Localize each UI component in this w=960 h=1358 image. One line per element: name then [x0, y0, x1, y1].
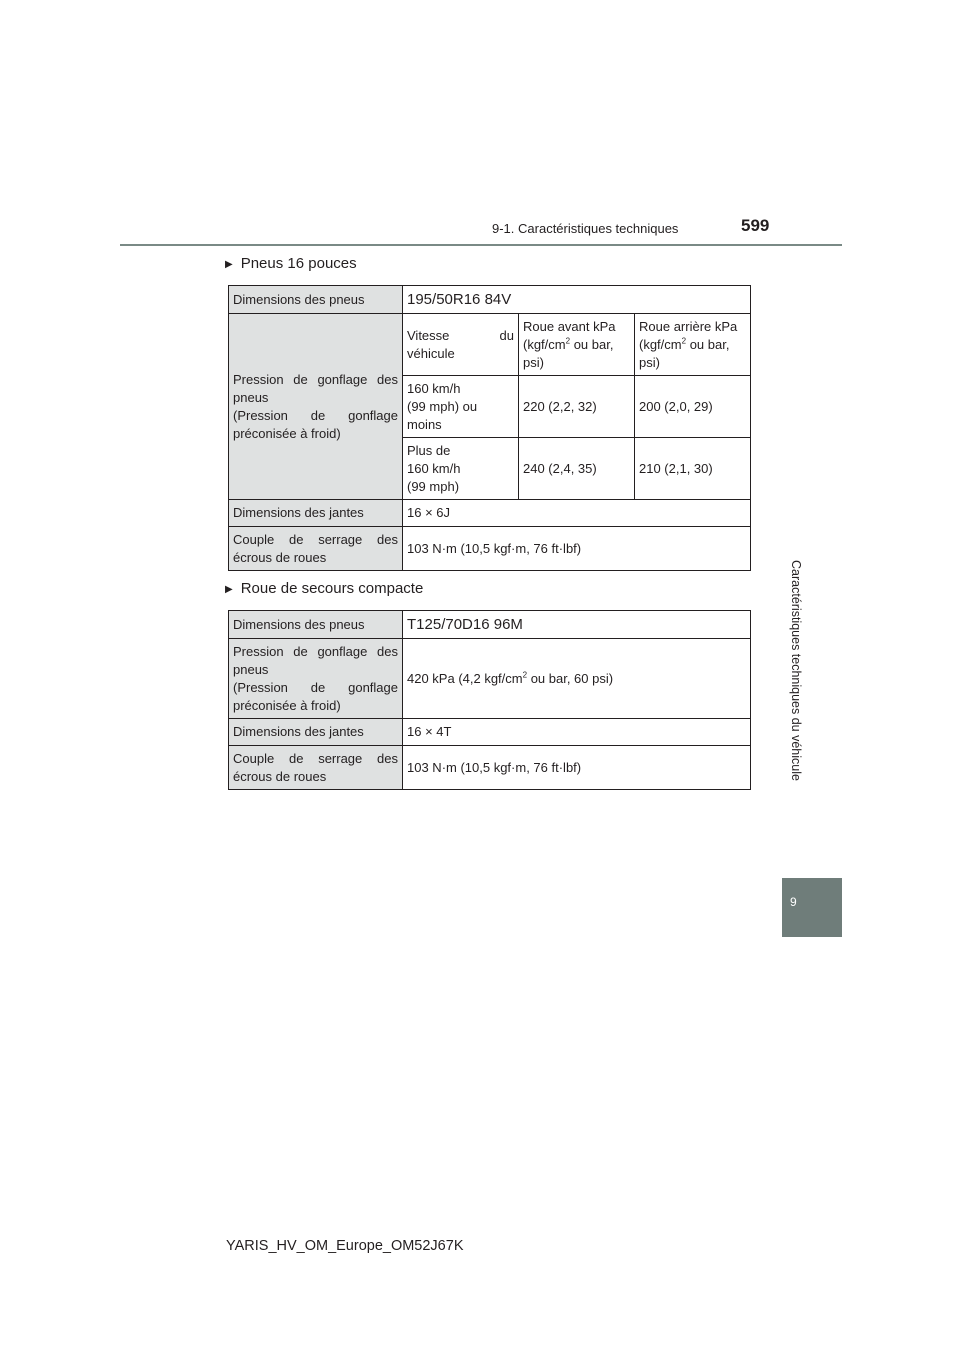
- table-row: [229, 286, 751, 314]
- table-row: [229, 314, 751, 376]
- rear-pressure-cell: 200 (2,0, 29): [635, 376, 751, 438]
- rim-size-label: Dimensions des jantes: [229, 500, 403, 527]
- speed-cell: Plus de 160 km/h (99 mph): [403, 438, 519, 500]
- pressure-label: [229, 314, 403, 500]
- table-row: [229, 746, 751, 790]
- tire-size-value: T125/70D16 96M: [403, 611, 751, 639]
- rear-pressure-cell: 210 (2,1, 30): [635, 438, 751, 500]
- rim-size-label: Dimensions des jantes: [229, 719, 403, 746]
- chapter-tab-number: 9: [790, 895, 797, 909]
- section-heading-16-inch: [225, 255, 357, 272]
- rear-wheel-header: Roue arrière kPa ($kgf/cm^2$ ou bar, psi): [635, 314, 751, 376]
- front-pressure-cell: 240 (2,4, 35): [519, 438, 635, 500]
- header-divider: [120, 244, 842, 246]
- tire-size-label: Dimensions des pneus: [229, 286, 403, 314]
- tire-size-label: Dimensions des pneus: [229, 611, 403, 639]
- front-pressure-cell: 220 (2,2, 32): [519, 376, 635, 438]
- torque-value: 103 N·m (10,5 kgf·m, 76 ft·lbf): [403, 746, 751, 790]
- table-row: [229, 719, 751, 746]
- table-row: [229, 639, 751, 719]
- pressure-label-line1: Pression de gonflage des pneus: [233, 371, 398, 405]
- torque-value: 103 N·m (10,5 kgf·m, 76 ft·lbf): [403, 527, 751, 571]
- tire-size-value: 195/50R16 84V: [403, 286, 751, 314]
- tire-spec-table-spare: [228, 610, 751, 790]
- pressure-label: Pression de gonflage des pneus (Pression de gonflage préconisée à froid): [229, 639, 403, 719]
- speed-cell: 160 km/h (99 mph) ou moins: [403, 376, 519, 438]
- document-footer: YARIS_HV_OM_Europe_OM52J67K: [226, 1238, 464, 1254]
- section-heading-text: Pneus 16 pouces: [240, 255, 357, 272]
- rim-size-value: 16 × 4T: [403, 719, 751, 746]
- torque-label: Couple de serrage des écrous de roues: [229, 746, 403, 790]
- section-title: 9-1. Caractéristiques techniques: [492, 221, 679, 236]
- section-heading-text: Roue de secours compacte: [240, 580, 424, 597]
- torque-label: Couple de serrage des écrous de roues: [229, 527, 403, 571]
- speed-header: Vitesse du véhicule: [403, 314, 519, 376]
- table-row: [229, 500, 751, 527]
- page-number: 599: [741, 216, 770, 235]
- bullet-triangle-icon: ▶: [225, 584, 233, 595]
- chapter-tab-label: Caractéristiques techniques du véhicule: [789, 560, 803, 781]
- pressure-label-line2: (Pression de gonflage préconisée à froid): [233, 407, 398, 441]
- table-row: [229, 611, 751, 639]
- section-heading-spare: [225, 580, 423, 597]
- rim-size-value: 16 × 6J: [403, 500, 751, 527]
- front-wheel-header: Roue avant kPa ($kgf/cm^2$ ou bar, psi): [519, 314, 635, 376]
- table-row: [229, 527, 751, 571]
- pressure-value: 420 kPa (4,2 kgf/$cm^2$ ou bar, 60 psi): [403, 639, 751, 719]
- tire-spec-table-16-inch: [228, 285, 751, 571]
- bullet-triangle-icon: ▶: [225, 259, 233, 270]
